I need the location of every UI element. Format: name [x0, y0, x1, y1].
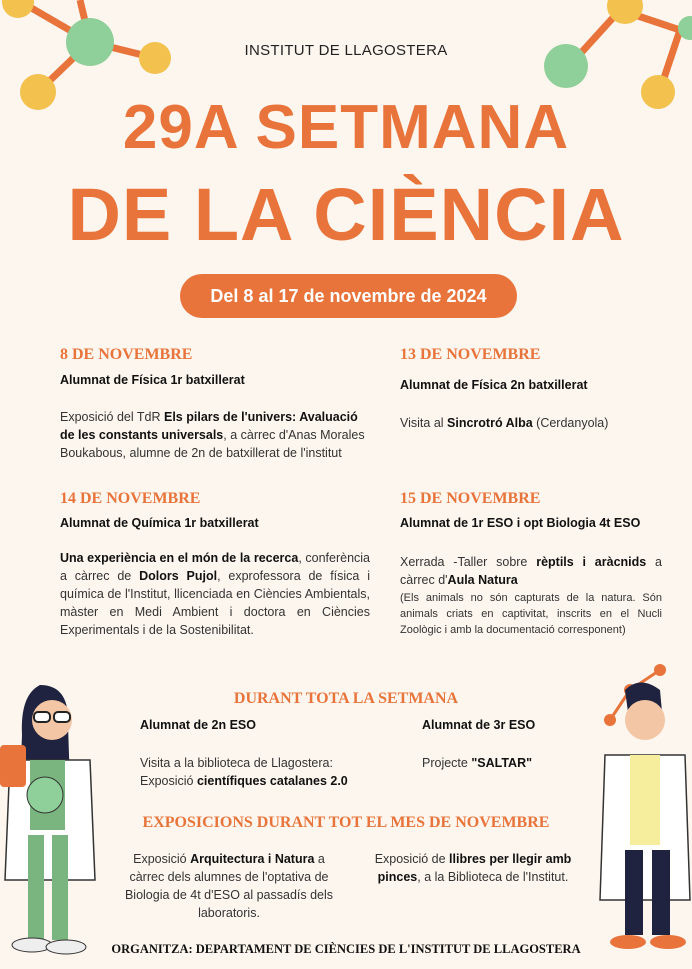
- event-audience-nov15: Alumnat de 1r ESO i opt Biologia 4t ESO: [400, 516, 641, 530]
- month-right-text: Exposició de llibres per llegir amb pinces, a la Biblioteca de l'Institut.: [374, 852, 572, 884]
- event-text-nov15: Xerrada -Taller sobre rèptils i aràcnids a càrrec d'Aula Natura: [400, 555, 662, 587]
- week-right-text: Projecte "SALTAR": [422, 756, 533, 770]
- title-line-2: DE LA CIÈNCIA: [67, 173, 625, 256]
- event-date-nov13: 13 DE NOVEMBRE: [400, 346, 541, 363]
- event-date-nov8: 8 DE NOVEMBRE: [60, 346, 193, 363]
- event-text-nov8: Exposició del TdR Els pilars de l'univers: Avaluació de les constants universals, a càrrec d'Anas Morales Boukabous, alumne de 2n de batxillerat de l'institut: [60, 410, 365, 460]
- event-audience-nov14: Alumnat de Química 1r batxillerat: [60, 516, 259, 530]
- month-heading: EXPOSICIONS DURANT TOT EL MES DE NOVEMBRE: [142, 814, 550, 831]
- title-line-1: 29A SETMANA: [122, 93, 570, 162]
- week-left-audience: Alumnat de 2n ESO: [140, 718, 256, 732]
- dates-badge: Del 8 al 17 de novembre de 2024: [180, 274, 517, 318]
- week-heading: DURANT TOTA LA SETMANA: [233, 690, 459, 707]
- event-text-nov13: Visita al Sincrotró Alba (Cerdanyola): [400, 416, 609, 430]
- school-name: INSTITUT DE LLAGOSTERA: [244, 42, 448, 59]
- month-left-text: Exposició Arquitectura i Natura a càrrec dels alumnes de l'optativa de Biologia de 4t d'ESO al passadís dels laboratoris.: [124, 852, 334, 920]
- event-audience-nov8: Alumnat de Física 1r batxillerat: [60, 373, 245, 387]
- week-left-text: Visita a la biblioteca de Llagostera: Exposició científiques catalanes 2.0: [140, 756, 348, 788]
- event-date-nov14: 14 DE NOVEMBRE: [60, 490, 201, 507]
- week-right-audience: Alumnat de 3r ESO: [422, 718, 536, 732]
- footer-organizer: ORGANITZA: DEPARTAMENT DE CIÈNCIES DE L'INSTITUT DE LLAGOSTERA: [111, 942, 581, 956]
- event-text-nov14: Una experiència en el món de la recerca, conferència a càrrec de Dolors Pujol, exprofessora de física i química de l'Institut, llicenciada en Ciències Ambientals, màster en Medi Ambient i doctora en Ciències Experimentals i de la Sostenibilitat.: [60, 551, 370, 637]
- event-audience-nov13: Alumnat de Física 2n batxillerat: [400, 378, 588, 392]
- event-note-nov15: (Els animals no són capturats de la natura. Són animals criats en captivitat, inscrits en el Nucli Zoològic i amb la documentació corresponent): [400, 592, 662, 636]
- event-date-nov15: 15 DE NOVEMBRE: [400, 490, 541, 507]
